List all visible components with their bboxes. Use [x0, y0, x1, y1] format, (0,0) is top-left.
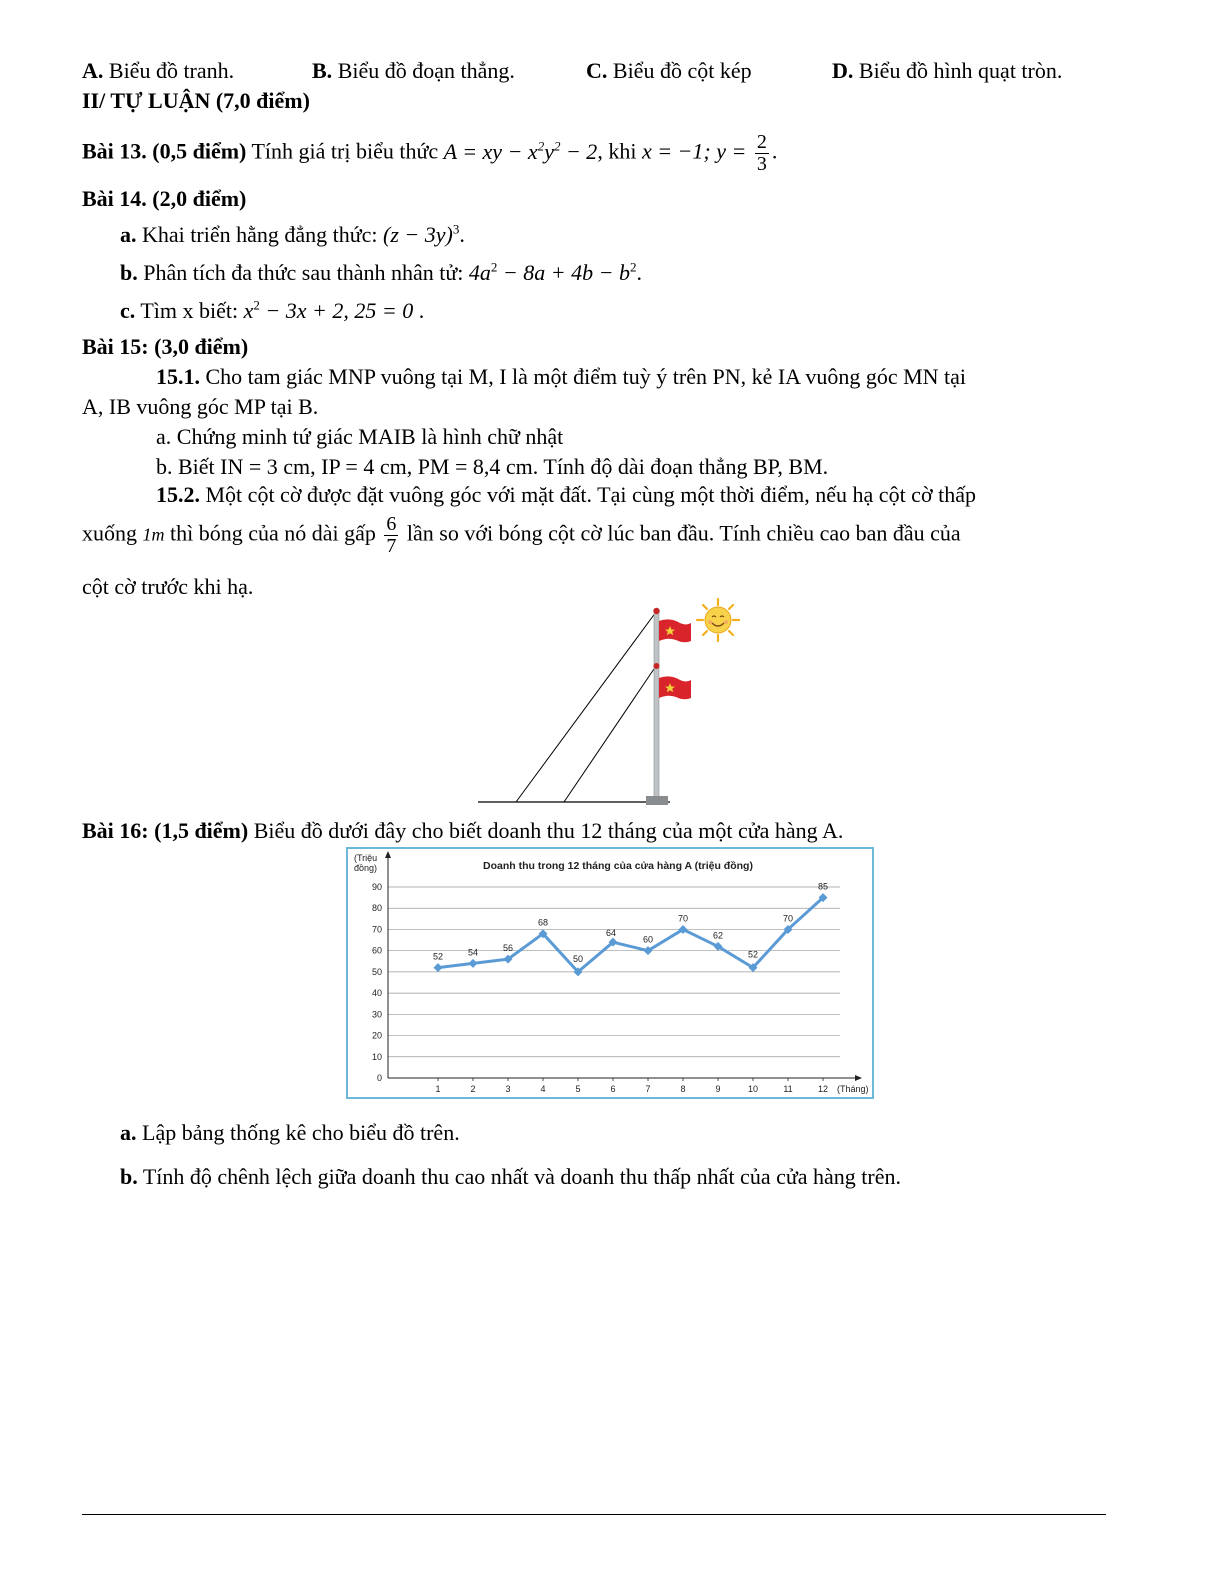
- y-tick-label: 50: [371, 966, 382, 977]
- x-tick-label: 1: [435, 1084, 441, 1094]
- y-tick-label: 70: [371, 924, 382, 935]
- bai13-expression: A = xy − $x^2y^2 - 2$: [443, 138, 598, 164]
- y-tick-label: 10: [371, 1051, 382, 1062]
- flagpole: [654, 610, 659, 802]
- pole-top-lowered: [654, 663, 660, 669]
- y-tick-label: 60: [371, 945, 382, 956]
- flag-upper: [659, 619, 691, 642]
- revenue-chart: [346, 847, 874, 1099]
- footer-divider: [82, 1514, 1106, 1515]
- bai16-a: a. Lập bảng thống kê cho biểu đồ trên.: [120, 1120, 460, 1145]
- bai13-fraction: $\frac{2}{3}$: [756, 131, 767, 175]
- bai15-1-line2: A, IB vuông góc MP tại B.: [82, 394, 319, 419]
- data-label: 70: [782, 913, 794, 924]
- bai15-1-a: a. Chứng minh tứ giác MAIB là hình chữ nhật: [156, 424, 564, 449]
- data-label: 68: [537, 917, 549, 928]
- data-label: 54: [467, 947, 479, 958]
- bai15-1-line1: 15.1. Cho tam giác MNP vuông tại M, I là một điểm tuỳ ý trên PN, kẻ IA vuông góc MN tại: [156, 364, 967, 389]
- section-heading: II/ TỰ LUẬN (7,0 điểm): [82, 88, 310, 113]
- y-tick-label: 90: [371, 882, 382, 892]
- bai15-fraction: $\frac{6}{7}$: [386, 513, 397, 557]
- x-tick-label: 5: [575, 1084, 581, 1094]
- data-label: 50: [572, 953, 584, 964]
- flag-lower: [659, 676, 691, 699]
- bai15-2-line3: cột cờ trước khi hạ.: [82, 574, 254, 599]
- data-point: [469, 959, 478, 968]
- x-tick-label: 7: [645, 1084, 651, 1094]
- data-label: 85: [817, 881, 829, 892]
- y-tick-label: 30: [371, 1009, 382, 1020]
- x-tick-label: 8: [680, 1084, 686, 1094]
- data-label: 62: [712, 930, 724, 941]
- flagpole-base: [646, 796, 668, 805]
- option-d: D. Biểu đồ hình quạt tròn.: [832, 58, 1063, 83]
- data-label: 56: [502, 943, 514, 954]
- y-tick-label: 40: [371, 988, 382, 999]
- data-point: [434, 963, 443, 972]
- data-label: 70: [677, 913, 689, 924]
- bai14-b: b. Phân tích đa thức sau thành nhân tử: $4a^2 - 8a + 4b - b^2$.: [120, 259, 642, 285]
- y-axis-label: (Triệu: [354, 853, 378, 863]
- bai13-line: Bài 13. (0,5 điểm) Tính giá trị biểu thức A = xy − $x^2y^2 - 2$, khi x = −1; y = $\frac{2}{3}$ .: [82, 131, 778, 175]
- data-label: 60: [642, 934, 654, 945]
- y-tick-label: 0: [376, 1073, 382, 1083]
- bai14-label: Bài 14. (2,0 điểm): [82, 186, 247, 211]
- data-label: 64: [605, 928, 617, 939]
- bai16-line: Bài 16: (1,5 điểm) Biểu đồ dưới đây cho biết doanh thu 12 tháng của một cửa hàng A.: [82, 818, 844, 843]
- x-tick-label: 10: [747, 1084, 759, 1094]
- bai16-b: b. Tính độ chênh lệch giữa doanh thu cao nhất và doanh thu thấp nhất của cửa hàng trên.: [120, 1164, 902, 1189]
- option-c: C. Biểu đồ cột kép: [586, 58, 752, 83]
- x-tick-label: 12: [817, 1084, 829, 1094]
- sun-icon: [697, 599, 739, 641]
- shadow-ray-original: [516, 612, 656, 802]
- x-tick-label: 3: [505, 1084, 511, 1094]
- option-a: A. Biểu đồ tranh.: [82, 58, 235, 83]
- y-axis-label-2: đồng): [354, 863, 378, 873]
- pole-top-original: [653, 608, 659, 614]
- data-label: 52: [747, 949, 759, 960]
- y-axis-arrow: [385, 851, 391, 858]
- x-axis-label: (Tháng): [837, 1084, 869, 1094]
- x-tick-label: 11: [783, 1084, 793, 1094]
- data-label: 52: [432, 951, 444, 962]
- y-tick-label: 20: [371, 1030, 382, 1041]
- bai15-2-line2: xuống 1m thì bóng của nó dài gấp $\frac{6}{7}$ lần so với bóng cột cờ lúc ban đầu. Tính chiều cao ban đầu của: [82, 513, 961, 557]
- bai14-a: a. Khai triển hằng đẳng thức: $(z - 3y)^3$.: [120, 221, 465, 247]
- y-tick-label: 80: [371, 903, 382, 914]
- bai14-c: c. Tìm x biết: $x^2 - 3x + 2$, 25 = 0 .: [120, 297, 425, 323]
- bai15-2-line1: 15.2. Một cột cờ được đặt vuông góc với mặt đất. Tại cùng một thời điểm, nếu hạ cột cờ thấp: [156, 482, 976, 507]
- x-tick-label: 2: [470, 1084, 476, 1094]
- x-tick-label: 6: [610, 1084, 616, 1094]
- bai13-label: Bài 13. (0,5 điểm): [82, 138, 247, 164]
- option-b: B. Biểu đồ đoạn thẳng.: [312, 58, 515, 83]
- chart-title: Doanh thu trong 12 tháng của cửa hàng A (triệu đồng): [483, 860, 753, 872]
- series-line: [438, 898, 823, 972]
- x-tick-label: 4: [540, 1084, 546, 1094]
- bai15-1-b: b. Biết IN = 3 cm, IP = 4 cm, PM = 8,4 cm. Tính độ dài đoạn thẳng BP, BM.: [156, 454, 829, 479]
- shadow-ray-lowered: [564, 666, 656, 802]
- flagpole-illustration: [470, 596, 750, 816]
- x-axis-arrow: [855, 1075, 862, 1081]
- x-tick-label: 9: [715, 1084, 721, 1094]
- bai15-label: Bài 15: (3,0 điểm): [82, 334, 249, 359]
